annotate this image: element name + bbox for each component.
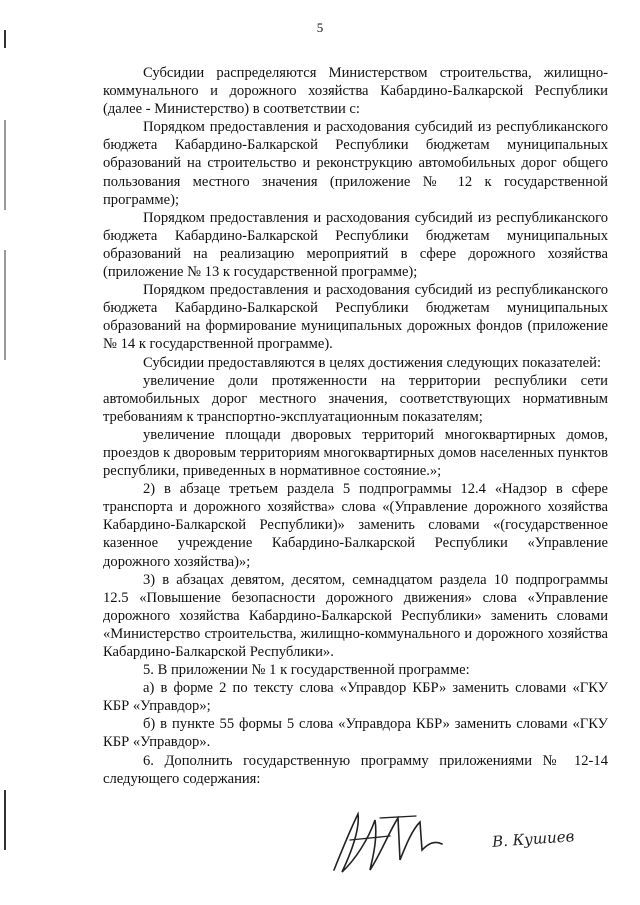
paragraph: Субсидии распределяются Министерством строительства, жилищно-коммунального и дорожного хозяйства Кабардино-Балкарской Республики (далее - Министерство) в соответствии с:	[103, 65, 608, 118]
left-edge-mark	[4, 790, 6, 850]
signature-scribble	[320, 800, 620, 880]
left-edge-mark	[4, 120, 6, 210]
paragraph: Порядком предоставления и расходования субсидий из республиканского бюджета Кабардино-Балкарской Республики бюджетам муниципальных образований на реализацию мероприятий в сфере дорожного хозяйства (приложение № 13 к государственной программе);	[103, 209, 608, 281]
paragraph: а) в форме 2 по тексту слова «Управдор КБР» заменить словами «ГКУ КБР «Управдор»;	[103, 680, 608, 715]
left-edge-mark	[4, 250, 6, 360]
paragraph: Субсидии предоставляются в целях достижения следующих показателей:	[143, 354, 601, 371]
signature-block	[320, 800, 620, 880]
document-body	[103, 64, 608, 788]
paragraph: Порядком предоставления и расходования субсидий из республиканского бюджета Кабардино-Балкарской Республики бюджетам муниципальных образований на формирование муниципальных дорожных фондов (приложение № 14 к государственной программе).	[103, 282, 608, 353]
left-edge-mark	[4, 30, 6, 48]
paragraph: увеличение доли протяженности на территории республики сети автомобильных дорог местного значения, соответствующих нормативным требованиям к транспортно-эксплуатационным показателям;	[103, 372, 608, 425]
paragraph: б) в пункте 55 формы 5 слова «Управдора КБР» заменить словами «ГКУ КБР «Управдор».	[103, 716, 608, 751]
signature-handwritten-name: В. Кушиев	[491, 827, 575, 851]
paragraph: 2) в абзаце третьем раздела 5 подпрограммы 12.4 «Надзор в сфере транспорта и дорожного хозяйства» слова «(Управление дорожного хозяйства Кабардино-Балкарской Республики)» заменить словами «(государственное казенное учреждение Кабардино-Балкарской Республики «Управление дорожного хозяйства)»;	[103, 481, 608, 570]
paragraph: 3) в абзацах девятом, десятом, семнадцатом раздела 10 подпрограммы 12.5 «Повышение безопасности дорожного движения» слова «Управление дорожного хозяйства Кабардино-Балкарской Республики» заменить словами «Министерство строительства, жилищно-коммунального и дорожного хозяйства Кабардино-Балкарской Республики».	[103, 571, 608, 660]
page-number: 5	[316, 20, 324, 35]
paragraph: Порядком предоставления и расходования субсидий из республиканского бюджета Кабардино-Балкарской Республики бюджетам муниципальных образований на строительство и реконструкцию автомобильных дорог общего пользования местного значения (приложение № 12 к государственной программе);	[103, 119, 608, 208]
paragraph: 6. Дополнить государственную программу приложениями № 12-14 следующего содержания:	[103, 752, 608, 787]
paragraph: увеличение площади дворовых территорий многоквартирных домов, проездов к дворовым территориям многоквартирных домов населенных пунктов республики, приведенных в нормативное состояние.»;	[103, 426, 608, 480]
paragraph: 5. В приложении № 1 к государственной программе:	[143, 662, 470, 679]
